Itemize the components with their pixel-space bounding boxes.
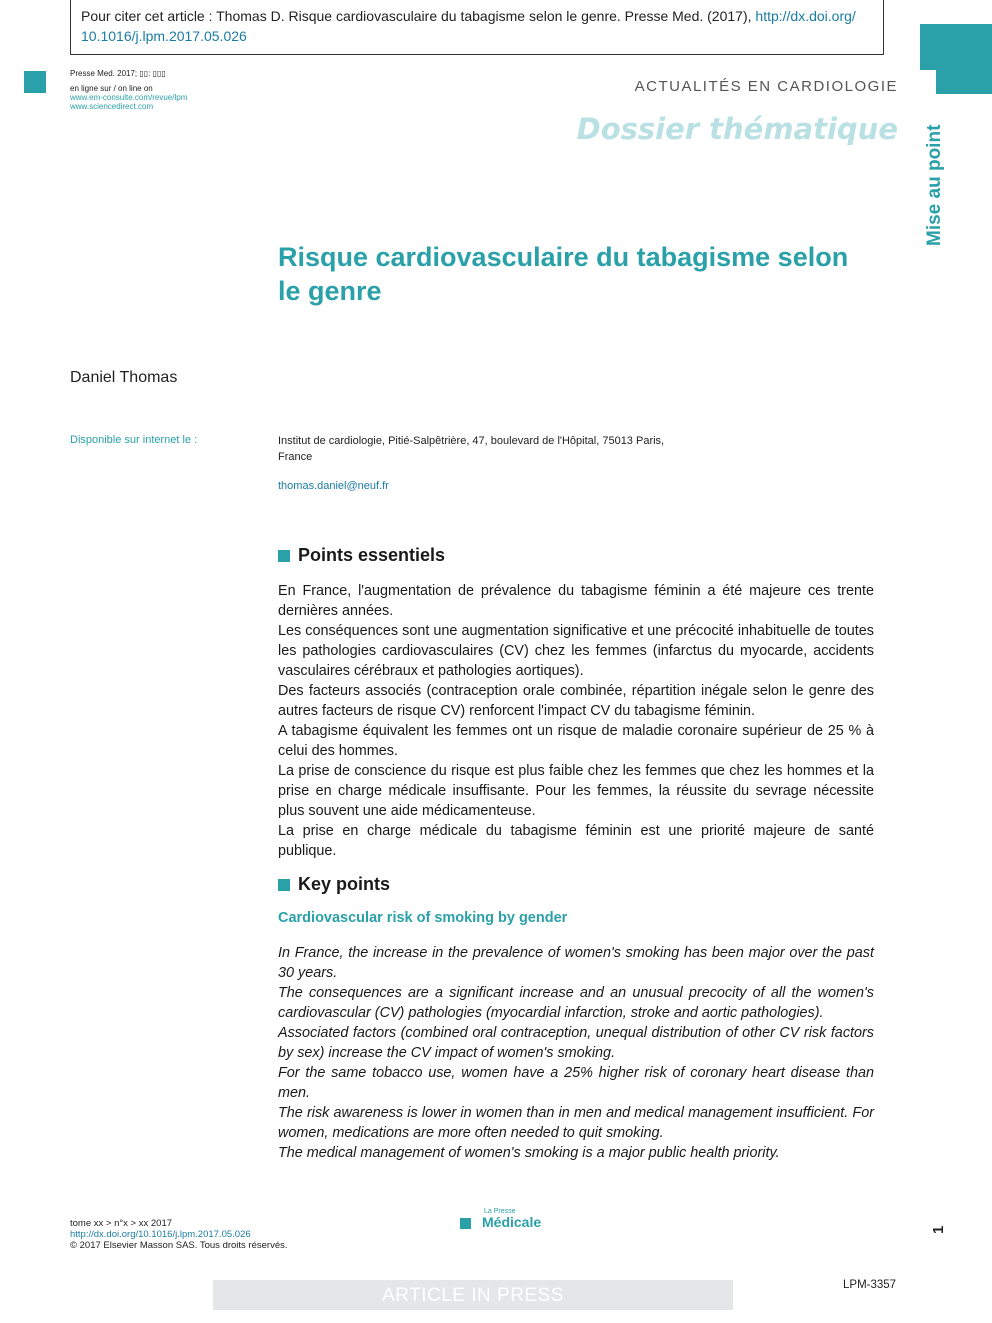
dossier-label: Dossier thématique <box>576 112 898 146</box>
footer-doi-link[interactable]: http://dx.doi.org/10.1016/j.lpm.2017.05.026 <box>70 1229 251 1240</box>
logo-big-text: Médicale <box>482 1214 542 1230</box>
citation-doi-link-continued[interactable]: 10.1016/j.lpm.2017.05.026 <box>81 28 247 44</box>
kp-paragraph-5: The risk awareness is lower in women than in men and medical management insufficient. For women, medications are more often needed to quit smoking. <box>278 1105 874 1141</box>
footer-tome: tome xx > n°x > xx 2017 <box>70 1218 173 1229</box>
corner-notch <box>920 70 936 94</box>
article-code: LPM-3357 <box>843 1279 897 1291</box>
key-points-body <box>278 943 874 1163</box>
online-label: en ligne sur / on line on <box>70 84 153 93</box>
article-in-press-banner: ARTICLE IN PRESS <box>213 1280 733 1310</box>
pe-paragraph-2: Les conséquences sont une augmentation significative et une précocité inhabituelle de toutes les pathologies cardiovasculaires (CV) chez les femmes (infarctus du myocarde, accidents vasculaires cérébraux et pathologies aortiques). <box>278 623 874 679</box>
article-title: Risque cardiovasculaire du tabagisme selon le genre <box>278 242 849 306</box>
citation-doi-link[interactable]: http://dx.doi.org/ <box>755 8 856 24</box>
points-essentiels-body <box>278 581 874 861</box>
available-online-label: Disponible sur internet le : <box>70 434 198 446</box>
footer-copyright: © 2017 Elsevier Masson SAS. Tous droits réservés. <box>70 1240 288 1251</box>
kp-paragraph-2: The consequences are a significant increase and an unusual precocity of all the women's cardiovascular (CV) pathologies (myocardial infarction, stroke and aortic pathologies). <box>278 985 874 1021</box>
journal-logo <box>460 1208 570 1234</box>
author-email-link[interactable]: thomas.daniel@neuf.fr <box>278 480 389 492</box>
journal-meta <box>70 69 187 111</box>
affiliation-line-1: Institut de cardiologie, Pitié-Salpêtrière, 47, boulevard de l'Hôpital, 75013 Paris, <box>278 435 665 447</box>
author-name: Daniel Thomas <box>70 369 178 386</box>
points-essentiels-heading-text: Points essentiels <box>298 545 446 565</box>
logo-small-text: La Presse <box>484 1208 516 1215</box>
pe-paragraph-4: A tabagisme équivalent les femmes ont un risque de maladie coronaire supérieur de 25 % à celui des hommes. <box>278 723 874 759</box>
key-points-heading <box>278 874 390 895</box>
footer-left <box>70 1218 288 1251</box>
citation-box <box>70 0 884 55</box>
section-label: ACTUALITÉS EN CARDIOLOGIE <box>634 78 898 95</box>
pe-paragraph-3: Des facteurs associés (contraception orale combinée, répartition inégale selon le genre des autres facteurs de risque CV) renforcent l'impact CV du tabagisme féminin. <box>278 683 874 719</box>
pe-paragraph-5: La prise de conscience du risque est plus faible chez les femmes que chez les hommes et la prise en charge médicale insuffisante. Pour les femmes, la réussite du sevrage nécessite plus souvent une aide médicamenteuse. <box>278 763 874 819</box>
key-points-subtitle: Cardiovascular risk of smoking by gender <box>278 910 568 926</box>
kp-paragraph-6: The medical management of women's smoking is a major public health priority. <box>278 1145 780 1161</box>
page-number-container <box>928 1216 948 1236</box>
affiliation-line-2: France <box>278 451 313 463</box>
pe-paragraph-6: La prise en charge médicale du tabagisme féminin est une priorité majeure de santé publique. <box>278 823 874 859</box>
kp-paragraph-4: For the same tobacco use, women have a 25% higher risk of coronary heart disease than men. <box>278 1065 874 1101</box>
logo-square-icon <box>460 1218 471 1229</box>
teal-corner-square <box>24 71 46 93</box>
side-label-mise-au-point: Mise au point <box>924 124 945 246</box>
kp-paragraph-3: Associated factors (combined oral contraception, unequal distribution of other CV risk factors by sex) increase the CV impact of women's smoking. <box>278 1025 874 1061</box>
points-essentiels-heading <box>278 545 445 566</box>
site-link-em-consulte[interactable]: www.em-consulte.com/revue/lpm <box>70 93 188 102</box>
heading-square-icon <box>278 550 290 562</box>
journal-reference: Presse Med. 2017; ▯▯: ▯▯▯ <box>70 69 166 78</box>
site-link-sciencedirect[interactable]: www.sciencedirect.com <box>70 102 154 111</box>
pe-paragraph-1: En France, l'augmentation de prévalence du tabagisme féminin a été majeure ces trente dernières années. <box>278 583 874 619</box>
side-label-container <box>920 112 950 252</box>
affiliation <box>278 433 698 465</box>
key-points-heading-text: Key points <box>298 874 391 894</box>
page-number: 1 <box>930 1225 947 1234</box>
citation-text: Pour citer cet article : Thomas D. Risque cardiovasculaire du tabagisme selon le genre. Presse Med. (2017), <box>81 8 756 24</box>
heading-square-icon <box>278 879 290 891</box>
kp-paragraph-1: In France, the increase in the prevalence of women's smoking has been major over the past 30 years. <box>278 945 874 981</box>
